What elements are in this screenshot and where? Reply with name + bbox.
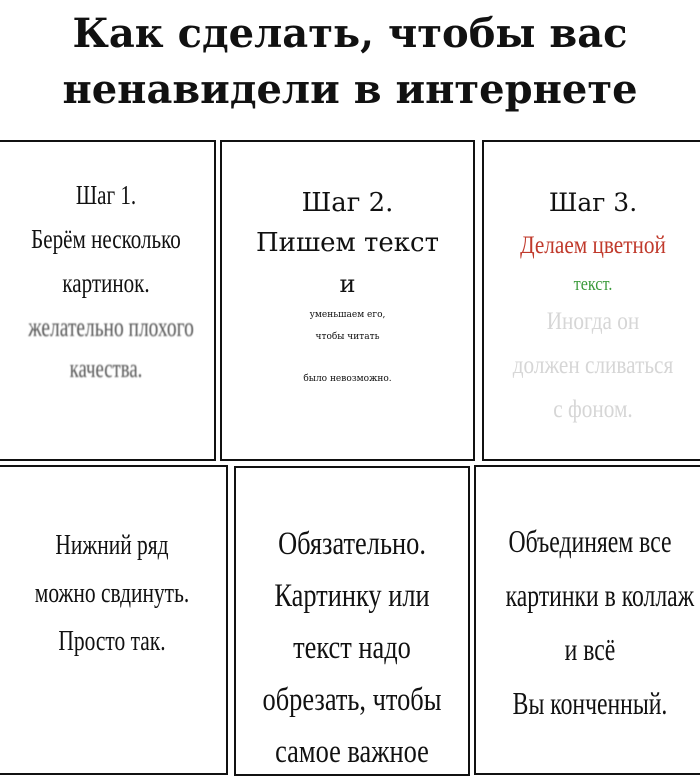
panel-bottom-3 <box>474 465 700 775</box>
bottom-1-line-1: Нижний ряд <box>55 529 169 561</box>
step-1-line-5-blurry: качества. <box>69 354 143 383</box>
step-1-line-4-blurry: желательно плохого <box>28 312 194 342</box>
bottom-1-line-2: можно свдинуть. <box>34 577 190 609</box>
step-2-line-3: и <box>339 270 356 298</box>
title-line-2: ненавидели в интернете <box>62 66 638 113</box>
panel-bottom-1 <box>0 465 228 775</box>
panel-step-2 <box>220 140 475 461</box>
step-2-heading: Шаг 2. <box>301 188 394 218</box>
step-2-small-line-3: было невозможно. <box>303 374 392 384</box>
step-2-small-line-2: чтобы читать <box>315 332 380 342</box>
step-3-faded-line-1: Иногда он <box>546 308 640 335</box>
bottom-2-line-5-cut: самое важное <box>275 734 429 770</box>
bottom-1-line-3: Просто так. <box>58 625 166 657</box>
bottom-3-line-4: Вы конченный. <box>512 685 668 721</box>
meme-title <box>0 6 700 118</box>
step-1-line-2: Берём несколько <box>31 224 181 254</box>
step-2-small-line-1: уменьшаем его, <box>309 310 386 320</box>
bottom-3-line-2: картинки в коллаж <box>505 577 695 613</box>
title-line-1: Как сделать, чтобы вас <box>72 10 628 57</box>
step-1-line-3: картинок. <box>62 268 150 298</box>
bottom-2-line-3: текст надо <box>293 630 411 666</box>
step-3-red-text: Делаем цветной <box>520 232 666 259</box>
bottom-2-line-1: Обязательно. <box>278 526 426 562</box>
panel-bottom-2 <box>234 466 470 776</box>
panel-step-1 <box>0 140 216 461</box>
step-3-faded-line-2: должен сливаться <box>512 352 674 379</box>
bottom-2-line-4: обрезать, чтобы <box>262 682 442 718</box>
bottom-3-line-1: Объединяем все <box>508 523 672 559</box>
step-1-heading: Шаг 1. <box>75 180 137 210</box>
step-3-heading: Шаг 3. <box>548 188 638 217</box>
step-3-faded-line-3: с фоном. <box>553 396 633 423</box>
bottom-3-line-3: и всё <box>564 631 616 667</box>
step-2-line-2: Пишем текст <box>255 228 439 258</box>
panel-step-3 <box>482 140 700 461</box>
bottom-2-line-2: Картинку или <box>274 578 430 614</box>
step-3-green-text: текст. <box>573 274 613 295</box>
